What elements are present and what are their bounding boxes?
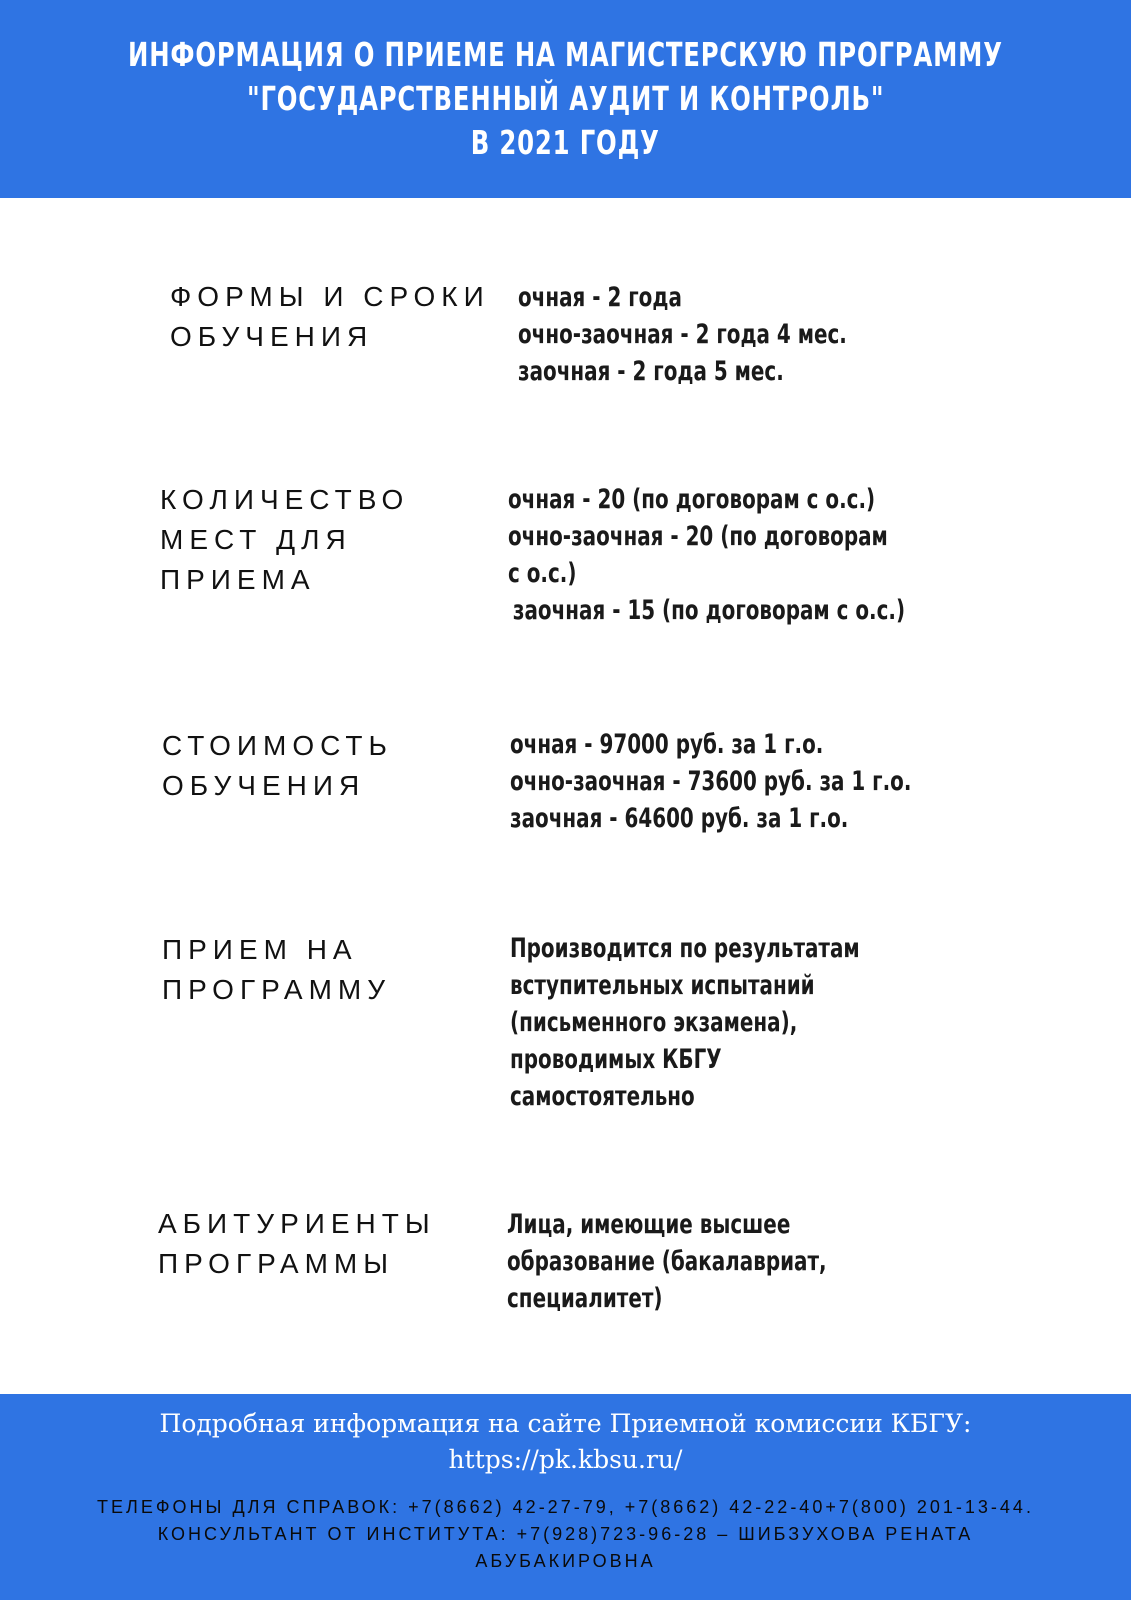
label-line: ФОРМЫ И СРОКИ [170, 281, 490, 312]
section-cost-label [162, 726, 393, 806]
value-line: образование (бакалавриат, [507, 1246, 827, 1277]
section-applicants-label [158, 1204, 436, 1284]
footer-banner [0, 1394, 1131, 1600]
label-line: ОБУЧЕНИЯ [162, 770, 366, 801]
section-places-label [160, 480, 409, 600]
section-admission-value [510, 930, 860, 1115]
value-line: очная - 20 (по договорам с о.с.) [508, 484, 876, 515]
value-line: очно-заочная - 20 (по договорам [508, 521, 888, 552]
label-line: МЕСТ ДЛЯ [160, 524, 352, 555]
footer-site-info [0, 1406, 1131, 1478]
section-places-value [508, 481, 905, 629]
value-line: специалитет) [507, 1283, 663, 1314]
footer-site-link[interactable]: https://pk.kbsu.ru/ [448, 1445, 683, 1474]
value-line: с о.с.) [508, 558, 577, 589]
label-line: СТОИМОСТЬ [162, 730, 393, 761]
value-line: проводимых КБГУ [510, 1044, 722, 1075]
page-title-line-1: ИНФОРМАЦИЯ О ПРИЕМЕ НА МАГИСТЕРСКУЮ ПРОГРАММУ [128, 35, 1003, 74]
page-title-line-3: В 2021 ГОДУ [471, 123, 660, 162]
page-title-line-2: "ГОСУДАРСТВЕННЫЙ АУДИТ И КОНТРОЛЬ" [246, 79, 885, 118]
footer-consultant-name: АБУБАКИРОВНА [475, 1551, 656, 1571]
value-line: очная - 2 года [518, 282, 682, 313]
footer-site-text: Подробная информация на сайте Приемной комиссии КБГУ: [159, 1409, 972, 1438]
header-banner [0, 0, 1131, 198]
value-line: очно-заочная - 73600 руб. за 1 г.о. [510, 766, 912, 797]
value-line: очно-заочная - 2 года 4 мес. [518, 319, 847, 350]
value-line: (письменного экзамена), [510, 1007, 798, 1038]
label-line: ПРИЕМА [160, 564, 316, 595]
section-applicants-value [507, 1206, 827, 1317]
label-line: ПРИЕМ НА [162, 934, 358, 965]
section-forms-label [170, 277, 490, 357]
footer-phones-line: ТЕЛЕФОНЫ ДЛЯ СПРАВОК: +7(8662) 42-27-79, +7(8662) 42-22-40+7(800) 201-13-44. [97, 1497, 1034, 1517]
value-line: вступительных испытаний [510, 970, 815, 1001]
label-line: АБИТУРИЕНТЫ [158, 1208, 436, 1239]
footer-consultant-line: КОНСУЛЬТАНТ ОТ ИНСТИТУТА: +7(928)723-96-28 – ШИБЗУХОВА РЕНАТА [157, 1524, 974, 1544]
value-line: заочная - 2 года 5 мес. [518, 356, 784, 387]
section-cost-value [510, 726, 911, 837]
section-forms-value [518, 279, 847, 390]
value-line: Лица, имеющие высшее [507, 1209, 791, 1240]
label-line: ОБУЧЕНИЯ [170, 321, 374, 352]
value-line: заочная - 64600 руб. за 1 г.о. [510, 803, 849, 834]
label-line: КОЛИЧЕСТВО [160, 484, 410, 515]
value-line: самостоятельно [510, 1081, 695, 1112]
footer-contacts [0, 1494, 1131, 1575]
label-line: ПРОГРАММЫ [158, 1248, 395, 1279]
value-line: Производится по результатам [510, 933, 860, 964]
value-line: очная - 97000 руб. за 1 г.о. [510, 729, 824, 760]
section-admission-label [162, 930, 391, 1010]
label-line: ПРОГРАММУ [162, 974, 392, 1005]
value-line: заочная - 15 (по договорам с о.с.) [512, 595, 906, 626]
